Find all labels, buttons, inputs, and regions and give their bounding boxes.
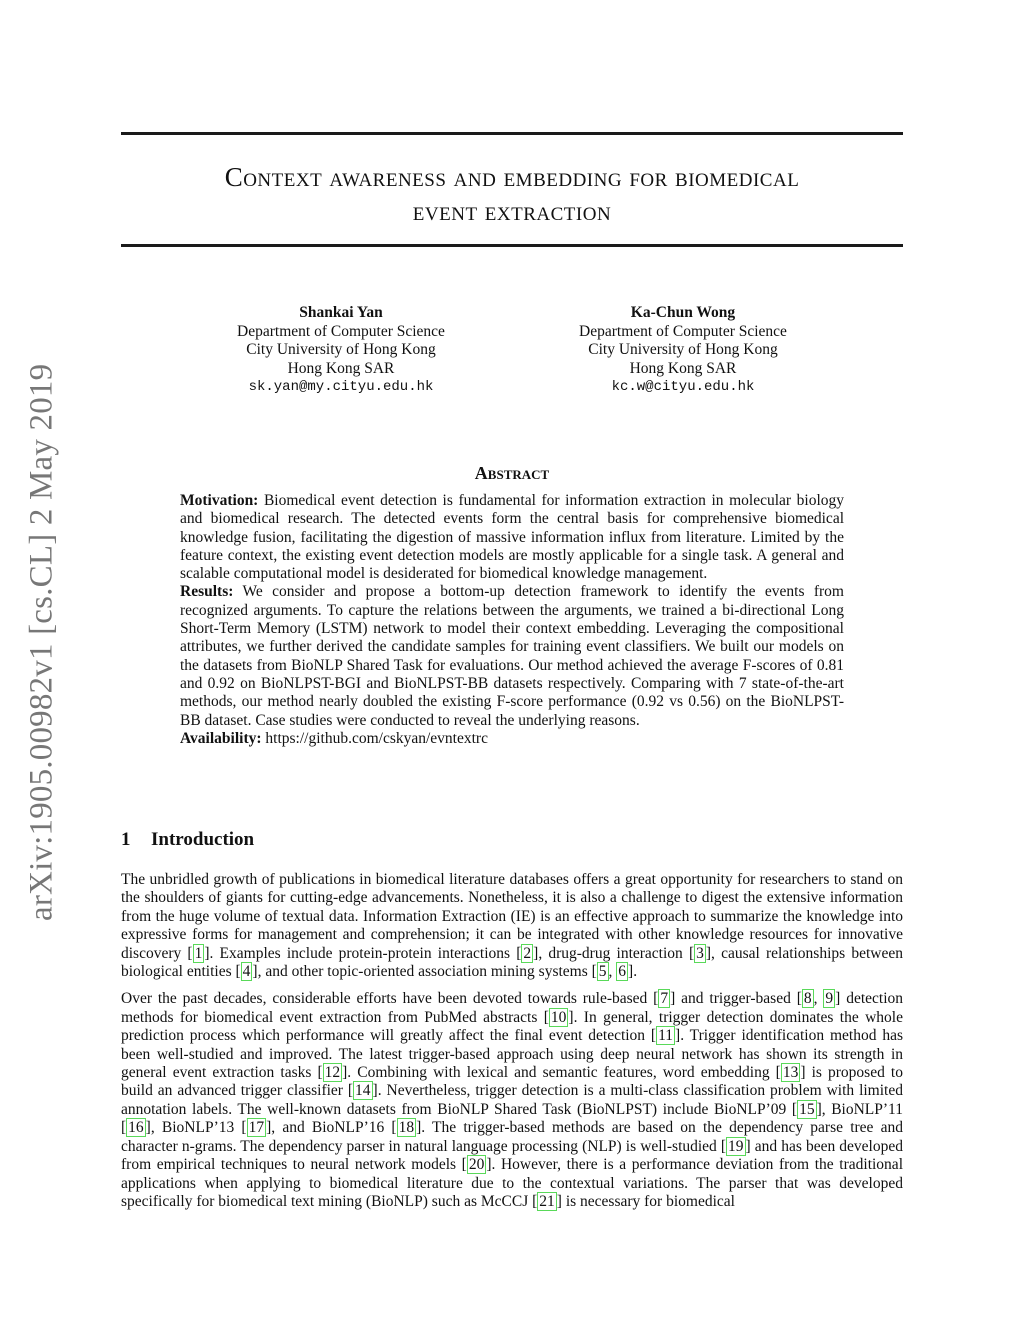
intro-paragraph-2 <box>121 990 903 1211</box>
text-span: ]. Combining with lexical and semantic features, word embedding [ <box>342 1064 781 1082</box>
citation-link[interactable]: 6 <box>618 963 627 981</box>
abstract-body <box>180 492 844 748</box>
citation-link[interactable]: 11 <box>658 1027 674 1045</box>
author-block-1 <box>201 304 481 397</box>
abstract-motivation <box>180 492 844 583</box>
citation-link[interactable]: 3 <box>696 944 704 962</box>
author-email[interactable]: kc.w@cityu.edu.hk <box>611 379 755 395</box>
citation-link[interactable]: 18 <box>398 1119 415 1137</box>
title-line-1: Context awareness and embedding for biomedical <box>224 162 800 192</box>
motivation-text: Biomedical event detection is fundamental for information extraction in molecular biology and biomedical research. The detected events form the central basis for comprehensive biomedical knowledge fusion, facilitating the digestion of massive information influx from literature. Limited by the feature context, the existing event detection models are mostly applicable for a single task. A general and scalable computational model is desiderated for biomedical knowledge management. <box>180 492 845 583</box>
author-univ: City University of Hong Kong <box>246 341 436 358</box>
text-span: ], drug-drug interaction [ <box>533 944 695 962</box>
abstract-heading: Abstract <box>474 463 550 483</box>
text-span: ] is necessary for biomedical <box>556 1192 735 1210</box>
availability-link[interactable]: https://github.com/cskyan/evntextrc <box>265 729 488 747</box>
text-span: ]. Examples include protein-protein interactions [ <box>204 944 522 962</box>
text-span: , <box>608 963 617 981</box>
text-span: ], and BioNLP’16 [ <box>266 1119 397 1137</box>
citation-link[interactable]: 5 <box>598 963 607 981</box>
results-text: We consider and propose a bottom-up detection framework to identify the events from recognized arguments. To capture the relations between the arguments, we trained a bi-directional Long Short-Term Memory (LSTM) network to model their context embedding. Leveraging the compositional attributes, we further derived the candidate samples for training event classifiers. We built our models on the datasets from BioNLP Shared Task for evaluations. Our method achieved the average F-scores of 0.81 and 0.92 on BioNLPST-BGI and BioNLPST-BB datasets respectively. Comparing with 7 state-of-the-art methods, our method nearly doubled the existing F-score performance (0.92 vs 0.56) on the BioNLPST-BB dataset. Case studies were conducted to reveal the underlying reasons. <box>180 583 844 729</box>
text-span: ]. Nevertheless, trigger detection is a multi-class classification problem with limited annotation labels. The well-known datasets from BioNLP Shared Task (BioNLPST) include BioNLP’09 [ <box>121 1082 903 1118</box>
title-top-rule <box>121 132 903 135</box>
availability-label: Availability: <box>180 729 262 747</box>
motivation-label: Motivation: <box>180 492 259 509</box>
text-span: The unbridled growth of publications in biomedical literature databases offers a great opportunity for researchers to stand on the shoulders of giants for cutting-edge advancements. Nonetheless, it is also a challenge to digest the extensive information from the huge volume of textual data. Information Extraction (IE) is an effective approach to summarize the knowledge into expressive forms for management and comprehension; it can be integrated with other knowledge resources for innovative discovery [ <box>121 871 903 962</box>
author-name: Ka-Chun Wong <box>630 304 736 321</box>
text-span: ]. However, there is a performance deviation from the traditional applications when applying to biomedical literature due to the contextual variations. The parser that was developed specifically for biomedical text mining (BioNLP) such as McCCJ [ <box>121 1156 903 1210</box>
title-bottom-rule <box>121 244 903 247</box>
title-line-2: event extraction <box>412 196 612 226</box>
text-span: Over the past decades, considerable efforts have been devoted towards rule-based [ <box>121 990 659 1008</box>
text-span: ] and trigger-based [ <box>670 990 802 1008</box>
text-span: ]. <box>628 963 638 981</box>
citation-link[interactable]: 19 <box>728 1137 744 1155</box>
citation-link[interactable]: 15 <box>799 1100 815 1118</box>
text-span: ], BioNLP’11 [ <box>121 1100 903 1137</box>
citation-link[interactable]: 21 <box>539 1192 555 1210</box>
citation-link[interactable]: 16 <box>128 1119 144 1137</box>
intro-paragraph-1 <box>121 871 903 981</box>
citation-link[interactable]: 12 <box>324 1064 341 1082</box>
abstract-availability <box>180 730 844 748</box>
citation-link[interactable]: 7 <box>660 990 669 1008</box>
text-span: ], and other topic-oriented association mining systems [ <box>252 963 597 981</box>
citation-link[interactable]: 17 <box>248 1119 265 1137</box>
citation-link[interactable]: 9 <box>825 990 834 1008</box>
citation-link[interactable]: 20 <box>468 1156 485 1174</box>
text-span: ]. The trigger-based methods are based on the dependency parse tree and character n-grams. The dependency parser in natural language processing (NLP) is well-studied [ <box>121 1119 903 1155</box>
body-text <box>121 871 903 1220</box>
paper-title <box>121 160 903 228</box>
text-span: ]. In general, trigger detection dominates the whole prediction process which performance will greatly affect the final event detection [ <box>121 1008 903 1045</box>
author-location: Hong Kong SAR <box>629 359 737 377</box>
text-span: ], causal relationships between biological entities [ <box>121 944 903 981</box>
citation-link[interactable]: 14 <box>355 1082 371 1100</box>
author-univ: City University of Hong Kong <box>588 341 778 358</box>
section-number: 1 <box>121 829 131 850</box>
text-span: ] is proposed to build an advanced trigger classifier [ <box>121 1064 903 1100</box>
author-email[interactable]: sk.yan@my.cityu.edu.hk <box>248 379 434 395</box>
citation-link[interactable]: 4 <box>242 963 251 981</box>
results-label: Results: <box>180 583 234 601</box>
author-dept: Department of Computer Science <box>237 322 445 340</box>
author-name: Shankai Yan <box>299 304 383 321</box>
author-block-2 <box>543 304 823 397</box>
citation-link[interactable]: 1 <box>194 944 203 962</box>
text-span: , <box>813 990 824 1008</box>
citation-link[interactable]: 13 <box>782 1064 799 1082</box>
section-heading <box>121 829 254 851</box>
citation-link[interactable]: 10 <box>550 1008 567 1026</box>
text-span: ] and has been developed from empirical techniques to neural network models [ <box>121 1137 903 1174</box>
section-title: Introduction <box>151 829 255 850</box>
text-span: ], BioNLP’13 [ <box>145 1119 247 1137</box>
citation-link[interactable]: 8 <box>803 990 812 1008</box>
author-location: Hong Kong SAR <box>287 359 395 377</box>
arxiv-watermark: arXiv:1905.00982v1 [cs.CL] 2 May 2019 <box>23 363 60 922</box>
author-dept: Department of Computer Science <box>579 322 787 340</box>
text-span: ]. Trigger identification method has been well-studied and improved. The latest trigger-based approach using deep neural network has shown its strength in general event extraction tasks [ <box>121 1027 903 1082</box>
citation-link[interactable]: 2 <box>523 944 532 962</box>
text-span: ] detection methods for biomedical event extraction from PubMed abstracts [ <box>121 990 904 1026</box>
abstract-results <box>180 583 844 729</box>
